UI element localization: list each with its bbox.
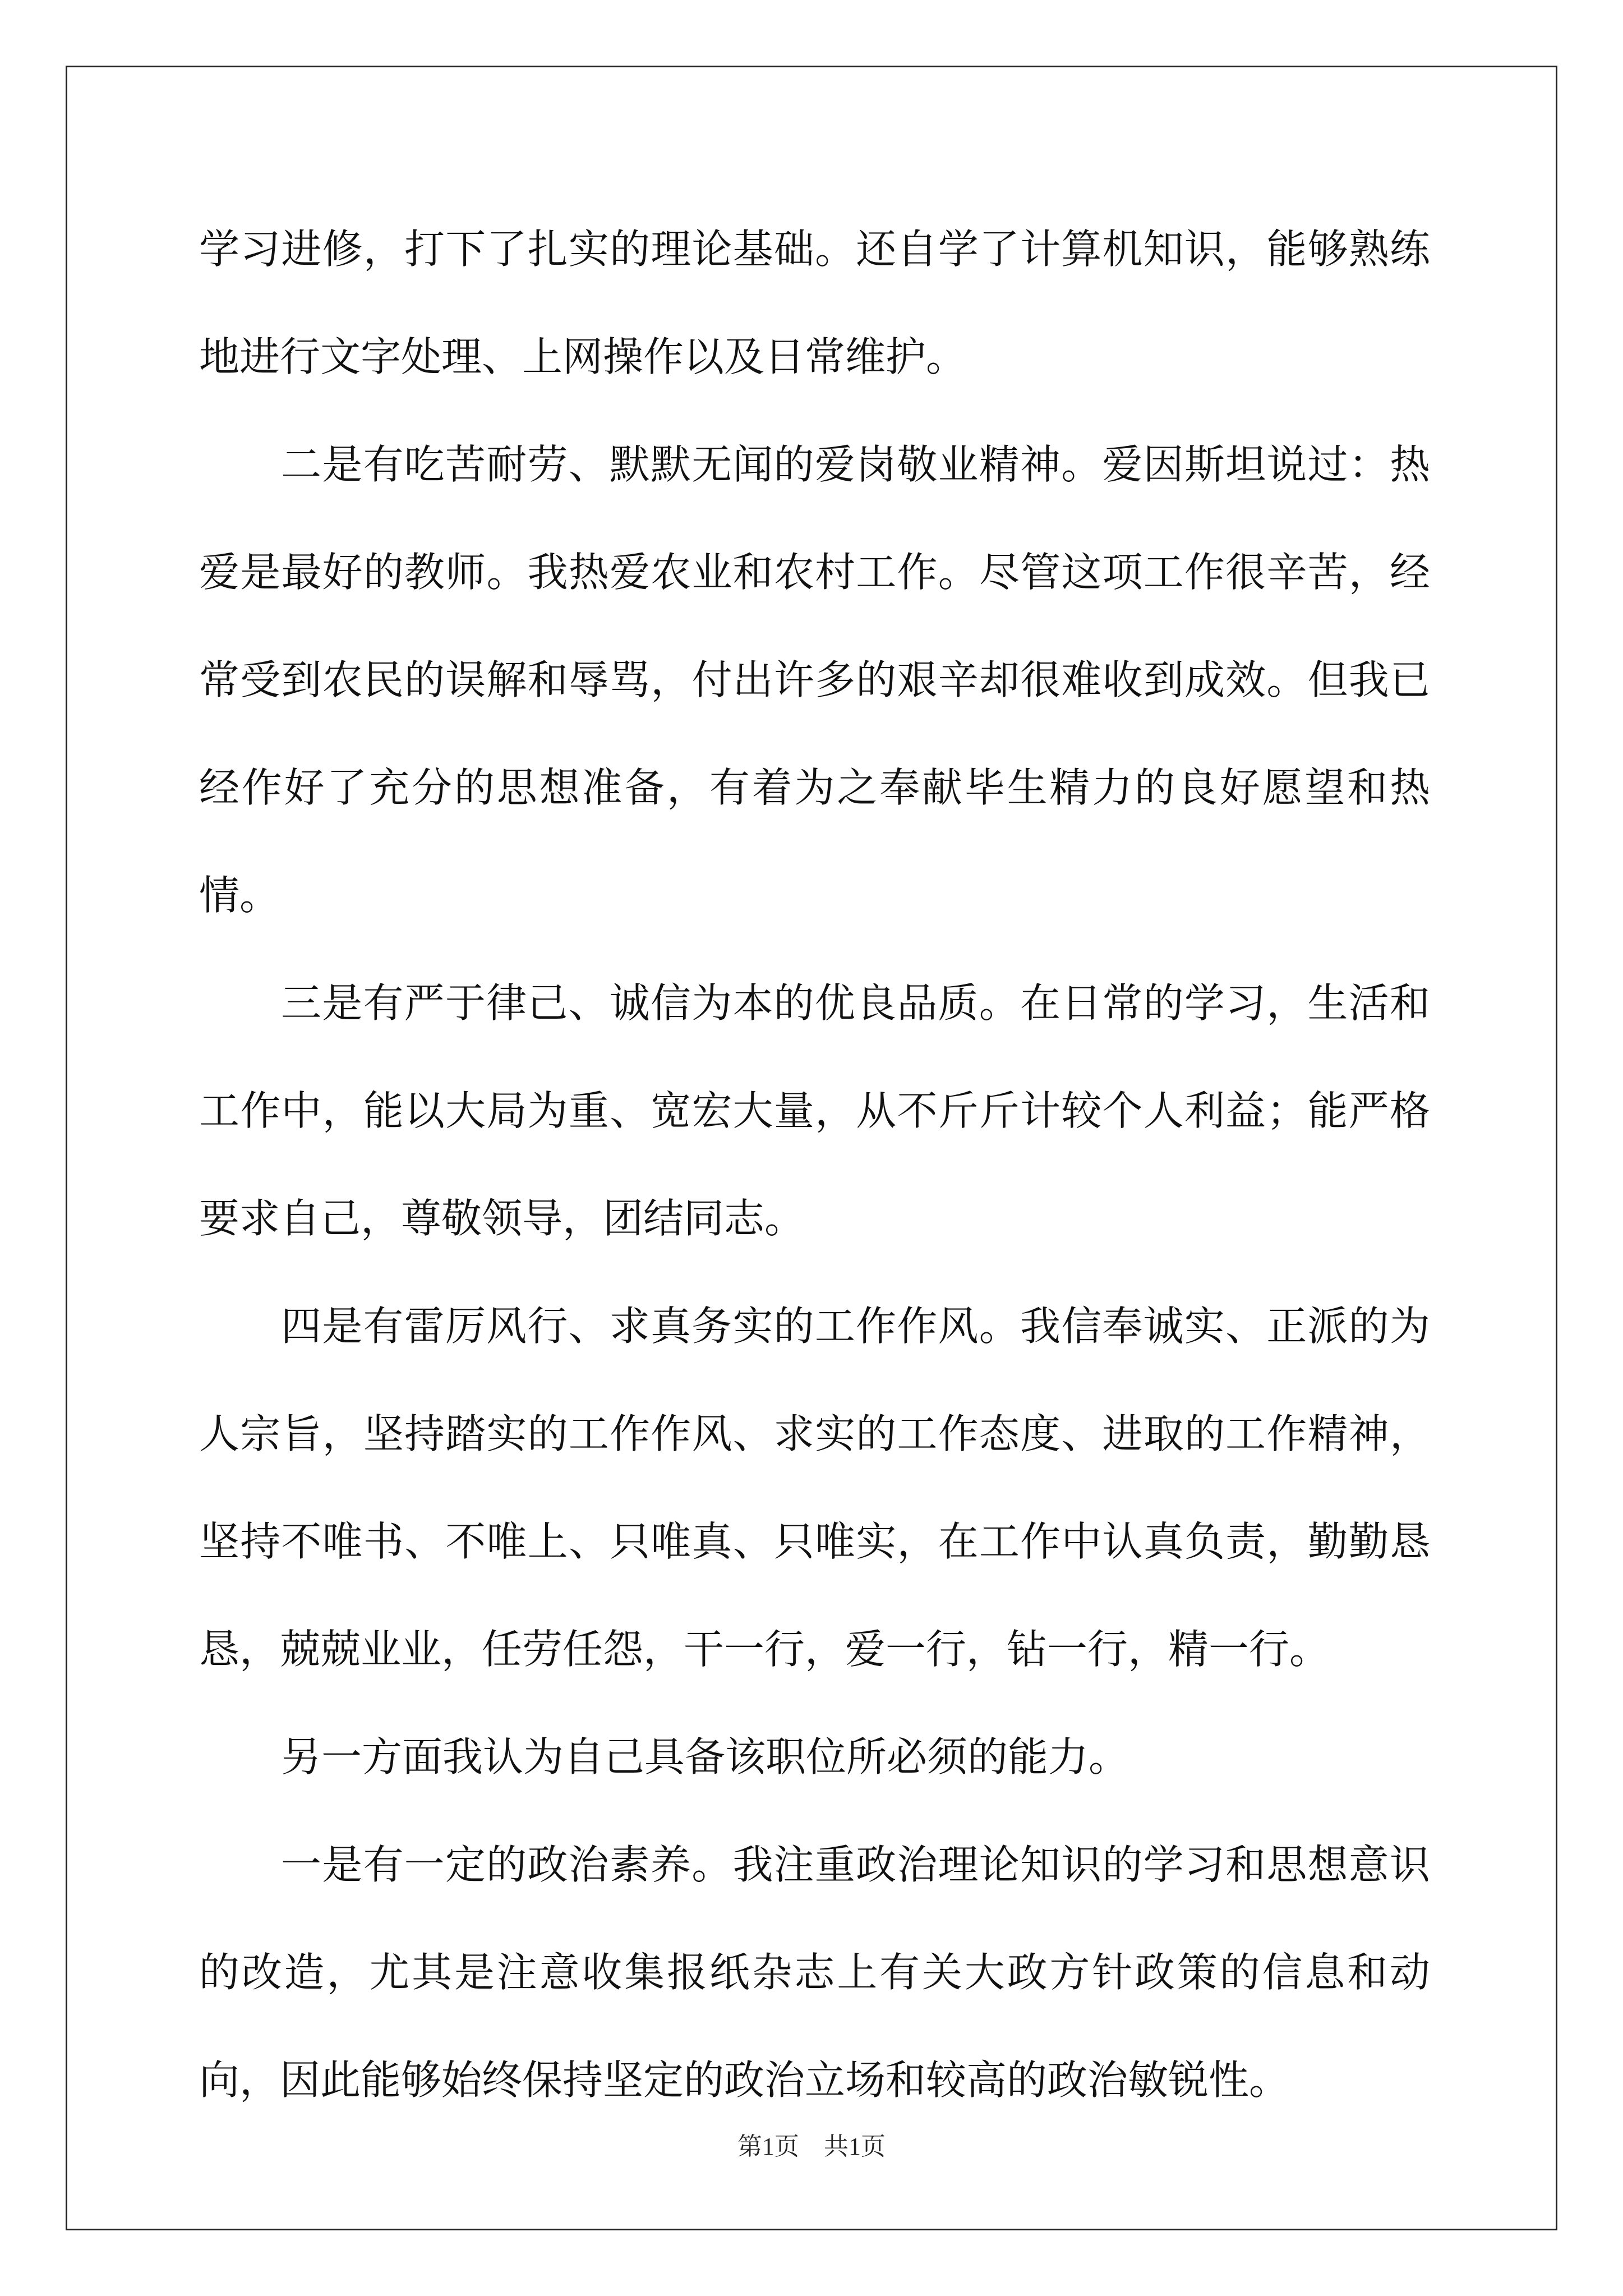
paragraph-5: 另一方面我认为自己具备该职位所必须的能力。 [281, 1733, 1129, 1780]
page-total: 共1页 [824, 2133, 886, 2160]
page-footer [0, 2126, 1623, 2162]
paragraph-4: 四是有雷厉风行、求真务实的工作作风。我信奉诚实、正派的为人宗旨，坚持踏实的工作作风、求实的工作态度、进取的工作精神，坚持不唯书、不唯上、只唯真、只唯实，在工作中认真负责，勤勤恳恳，兢兢业业，任劳任怨，干一行，爱一行，钻一行，精一行。 [199, 1303, 1430, 1673]
document-body [199, 195, 1430, 2134]
paragraph-6: 一是有一定的政治素养。我注重政治理论知识的学习和思想意识的改造，尤其是注意收集报纸杂志上有关大政方针政策的信息和动向，因此能够始终保持坚定的政治立场和较高的政治敏锐性。 [199, 1841, 1430, 2104]
paragraph-3: 三是有严于律己、诚信为本的优良品质。在日常的学习，生活和工作中，能以大局为重、宽宏大量，从不斤斤计较个人利益；能严格要求自己，尊敬领导，团结同志。 [199, 979, 1430, 1242]
paragraph-1: 学习进修，打下了扎实的理论基础。还自学了计算机知识，能够熟练地进行文字处理、上网操作以及日常维护。 [199, 226, 1430, 380]
paragraph-2: 二是有吃苦耐劳、默默无闻的爱岗敬业精神。爱因斯坦说过：热爱是最好的教师。我热爱农业和农村工作。尽管这项工作很辛苦，经常受到农民的误解和辱骂，付出许多的艰辛却很难收到成效。但我已经作好了充分的思想准备，有着为之奉献毕生精力的良好愿望和热情。 [199, 441, 1430, 919]
page-number: 第1页 [737, 2133, 799, 2160]
